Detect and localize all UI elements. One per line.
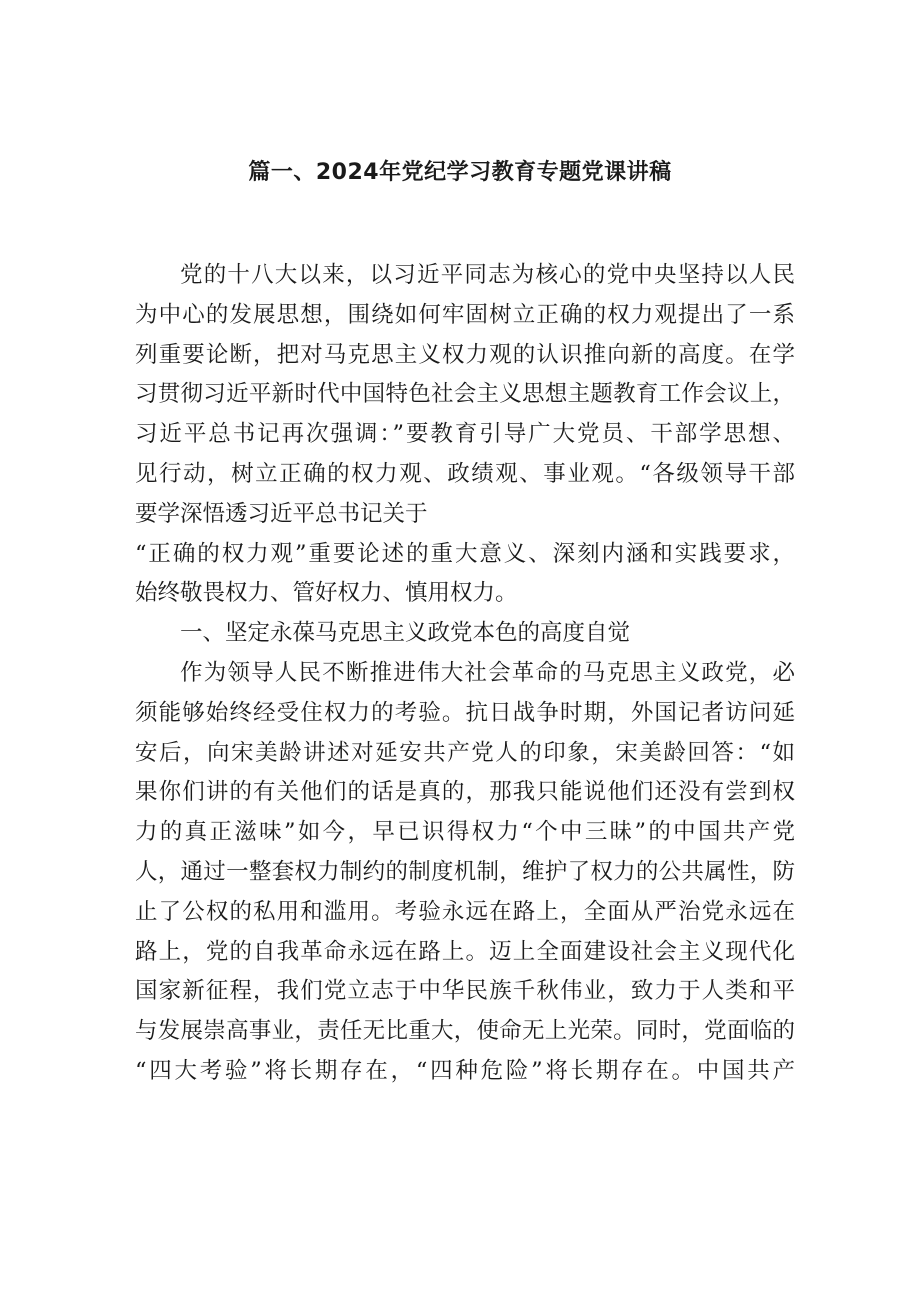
paragraph-line: 要学深悟透习近平总书记关于 [135,500,428,527]
paragraph-line: 党的十八大以来，以习近平同志为核心的党中央坚持以人民 [180,262,795,288]
paragraph-line: 力的真正滋味”如今，早已识得权力“个中三昧”的中国共产党 [135,819,795,846]
paragraph-line: 与发展崇高事业，责任无比重大，使命无上光荣。同时，党面临的 [135,1018,795,1045]
paragraph-line: 列重要论断，把对马克思主义权力观的认识推向新的高度。在学 [135,341,795,368]
paragraph-line: 人，通过一整套权力制约的制度机制，维护了权力的公共属性，防 [135,858,795,885]
paragraph-line: 习近平总书记再次强调：”要教育引导广大党员、干部学思想、 [135,421,795,448]
paragraph-line: 国家新征程，我们党立志于中华民族千秋伟业，致力于人类和平 [135,978,795,1005]
paragraph-line: 为中心的发展思想，围绕如何牢固树立正确的权力观提出了一系 [135,301,795,328]
section-heading: 一、坚定永葆马克思主义政党本色的高度自觉 [180,620,631,647]
paragraph-line: 止了公权的私用和滥用。考验永远在路上，全面从严治党永远在 [135,898,795,925]
document-body [135,256,795,1092]
paragraph-line: 果你们讲的有关他们的话是真的，那我只能说他们还没有尝到权 [135,779,795,806]
document-title: 篇一、2024年党纪学习教育专题党课讲稿 [248,160,672,185]
paragraph-line: 见行动，树立正确的权力观、政绩观、事业观。“各级领导干部 [135,460,795,487]
paragraph-line: 始终敬畏权力、管好权力、慎用权力。 [135,580,518,607]
paragraph-line: 须能够始终经受住权力的考验。抗日战争时期，外国记者访问延 [135,699,795,726]
paragraph-line: 安后，向宋美龄讲述对延安共产党人的印象，宋美龄回答：“如 [135,739,795,766]
paragraph-line: “四大考验”将长期存在，“四种危险”将长期存在。中国共产 [135,1057,795,1084]
paragraph-line: 路上，党的自我革命永远在路上。迈上全面建设社会主义现代化 [135,938,795,965]
paragraph-line: 作为领导人民不断推进伟大社会革命的马克思主义政党，必 [180,659,795,686]
paragraph-line: “正确的权力观”重要论述的重大意义、深刻内涵和实践要求， [135,540,795,567]
paragraph-line: 习贯彻习近平新时代中国特色社会主义思想主题教育工作会议上， [135,381,795,408]
